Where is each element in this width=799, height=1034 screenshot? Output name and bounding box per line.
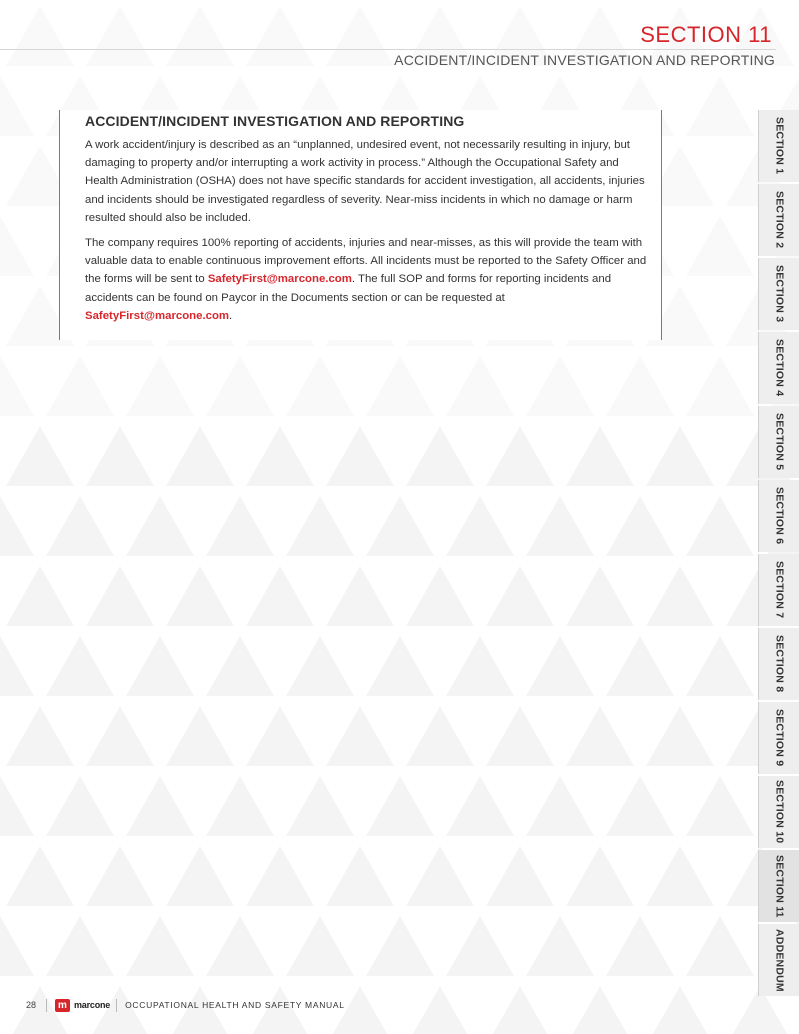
background-triangle <box>686 496 754 556</box>
background-triangle <box>46 636 114 696</box>
tab-section-6[interactable] <box>758 480 799 552</box>
background-triangle <box>126 916 194 976</box>
tab-label: SECTION 1 <box>773 117 786 175</box>
background-triangle <box>126 496 194 556</box>
footer-divider <box>116 999 117 1012</box>
tab-section-5[interactable] <box>758 406 799 478</box>
tab-label: SECTION 6 <box>773 487 786 545</box>
background-triangle <box>6 846 74 906</box>
background-triangle <box>206 916 274 976</box>
background-triangle <box>646 706 714 766</box>
background-triangle <box>6 566 74 626</box>
background-triangle <box>566 566 634 626</box>
background-triangle <box>686 76 754 136</box>
background-triangle <box>646 986 714 1034</box>
background-triangle <box>326 846 394 906</box>
background-triangle <box>126 356 194 416</box>
background-triangle <box>526 916 594 976</box>
background-triangle <box>686 356 754 416</box>
background-triangle <box>486 426 554 486</box>
background-triangle <box>0 76 34 136</box>
safety-email-link-1[interactable]: SafetyFirst@marcone.com <box>207 273 352 286</box>
background-triangle <box>406 566 474 626</box>
background-triangle <box>686 216 754 276</box>
background-triangle <box>246 426 314 486</box>
background-triangle <box>606 356 674 416</box>
background-triangle <box>166 426 234 486</box>
background-triangle <box>0 356 34 416</box>
background-triangle <box>366 776 434 836</box>
logo-mark-letter: m <box>58 999 67 1011</box>
header-rule <box>0 49 776 50</box>
tab-section-11[interactable] <box>758 850 799 922</box>
background-triangle <box>566 846 634 906</box>
background-triangle <box>246 706 314 766</box>
background-triangle <box>366 356 434 416</box>
footer-divider <box>46 999 47 1012</box>
background-triangle <box>126 776 194 836</box>
background-triangle <box>446 636 514 696</box>
page-number: 28 <box>26 1000 37 1010</box>
background-triangle <box>6 426 74 486</box>
tab-label: SECTION 5 <box>773 413 786 471</box>
background-triangle <box>246 566 314 626</box>
background-triangle <box>566 426 634 486</box>
background-triangle <box>406 846 474 906</box>
background-triangle <box>0 496 34 556</box>
content-heading: ACCIDENT/INCIDENT INVESTIGATION AND REPORTING <box>85 113 465 129</box>
tab-label: SECTION 7 <box>773 561 786 619</box>
page-footer <box>26 996 345 1014</box>
background-triangle <box>406 426 474 486</box>
background-triangle <box>446 496 514 556</box>
background-triangle <box>166 846 234 906</box>
content-box <box>59 110 662 340</box>
background-triangle <box>126 636 194 696</box>
background-triangle <box>86 6 154 66</box>
background-triangle <box>326 706 394 766</box>
marcone-logo <box>55 999 110 1012</box>
background-triangle <box>326 6 394 66</box>
background-triangle <box>0 216 34 276</box>
background-triangle <box>0 776 34 836</box>
section-subtitle: ACCIDENT/INCIDENT INVESTIGATION AND REPORTING <box>394 52 775 68</box>
paragraph-definition: A work accident/injury is described as an “unplanned, undesired event, not necessarily resulting in injury, but damaging to property and/or interrupting a work activity in process.” Although the Occupational Safety and Health Administration (OSHA) does not have specific standards for accident investigation, all accidents, injuries and incidents should be investigated regardless of severity. Near-miss incidents in which no damage or harm resulted should also be included. <box>85 139 645 224</box>
paragraph-reporting-text-2: . The full SOP and forms for reporting incidents and accidents can be found on Paycor in the Documents section or can be requested at <box>85 273 612 304</box>
background-triangle <box>246 846 314 906</box>
background-triangle <box>86 706 154 766</box>
background-triangle <box>606 636 674 696</box>
background-triangle <box>46 496 114 556</box>
tab-section-1[interactable] <box>758 110 799 182</box>
background-triangle <box>446 776 514 836</box>
background-triangle <box>86 846 154 906</box>
background-triangle <box>6 706 74 766</box>
background-triangle <box>366 496 434 556</box>
background-triangle <box>526 496 594 556</box>
background-triangle <box>206 776 274 836</box>
background-triangle <box>486 986 554 1034</box>
background-triangle <box>686 916 754 976</box>
tab-section-8[interactable] <box>758 628 799 700</box>
section-tabs <box>758 110 799 998</box>
tab-section-4[interactable] <box>758 332 799 404</box>
background-triangle <box>286 496 354 556</box>
tab-label: SECTION 3 <box>773 265 786 323</box>
tab-label: SECTION 9 <box>773 709 786 767</box>
background-triangle <box>526 356 594 416</box>
background-triangle <box>286 356 354 416</box>
background-triangle <box>566 986 634 1034</box>
background-triangle <box>206 356 274 416</box>
background-triangle <box>446 916 514 976</box>
content-inner <box>85 113 651 332</box>
safety-email-link-2[interactable]: SafetyFirst@marcone.com <box>85 309 230 322</box>
tab-label: SECTION 11 <box>773 854 786 918</box>
paragraph-reporting-text-3: . <box>229 309 233 322</box>
background-triangle <box>526 636 594 696</box>
tab-section-7[interactable] <box>758 554 799 626</box>
background-triangle <box>6 6 74 66</box>
background-triangle <box>486 846 554 906</box>
background-triangle <box>46 356 114 416</box>
background-triangle <box>486 566 554 626</box>
background-triangle <box>486 706 554 766</box>
paragraph-reporting-text-1: The company requires 100% reporting of accidents, injuries and near-misses, as this will provide the team with valuable data to enable continuous improvement efforts. All incidents must be reported to the Safety Officer and the forms will be sent to <box>85 237 647 286</box>
background-triangle <box>406 706 474 766</box>
background-triangle <box>206 636 274 696</box>
background-triangle <box>0 916 34 976</box>
tab-label: SECTION 10 <box>773 780 786 844</box>
paragraph-reporting <box>85 234 651 325</box>
tab-section-10[interactable] <box>758 776 799 848</box>
background-triangle <box>46 776 114 836</box>
background-triangle <box>166 706 234 766</box>
tab-label: SECTION 4 <box>773 339 786 397</box>
tab-section-2[interactable] <box>758 184 799 256</box>
background-triangle <box>446 356 514 416</box>
background-triangle <box>326 426 394 486</box>
background-triangle <box>166 566 234 626</box>
background-triangle <box>606 916 674 976</box>
tab-section-9[interactable] <box>758 702 799 774</box>
tab-label: SECTION 8 <box>773 635 786 693</box>
tab-addendum[interactable] <box>758 924 799 996</box>
background-triangle <box>686 776 754 836</box>
background-triangle <box>526 776 594 836</box>
background-triangle <box>166 6 234 66</box>
background-triangle <box>366 916 434 976</box>
background-triangle <box>406 986 474 1034</box>
background-triangle <box>86 566 154 626</box>
background-triangle <box>646 566 714 626</box>
background-triangle <box>646 846 714 906</box>
background-triangle <box>286 636 354 696</box>
background-triangle <box>606 776 674 836</box>
background-triangle <box>646 426 714 486</box>
background-triangle <box>286 916 354 976</box>
background-triangle <box>686 636 754 696</box>
section-title: SECTION 11 <box>640 22 772 47</box>
logo-wordmark: marcone <box>74 1000 111 1010</box>
background-triangle <box>606 496 674 556</box>
background-triangle <box>0 636 34 696</box>
background-triangle <box>206 496 274 556</box>
background-triangle <box>46 916 114 976</box>
background-triangle <box>286 776 354 836</box>
tab-section-3[interactable] <box>758 258 799 330</box>
background-triangle <box>246 6 314 66</box>
tab-label: SECTION 2 <box>773 191 786 249</box>
tab-label: ADDENDUM <box>773 928 786 992</box>
marcone-logo-mark-icon <box>55 999 70 1012</box>
background-triangle <box>366 636 434 696</box>
background-triangle <box>86 426 154 486</box>
background-triangle <box>566 706 634 766</box>
background-triangle <box>326 566 394 626</box>
footer-title: OCCUPATIONAL HEALTH AND SAFETY MANUAL <box>125 1000 345 1010</box>
